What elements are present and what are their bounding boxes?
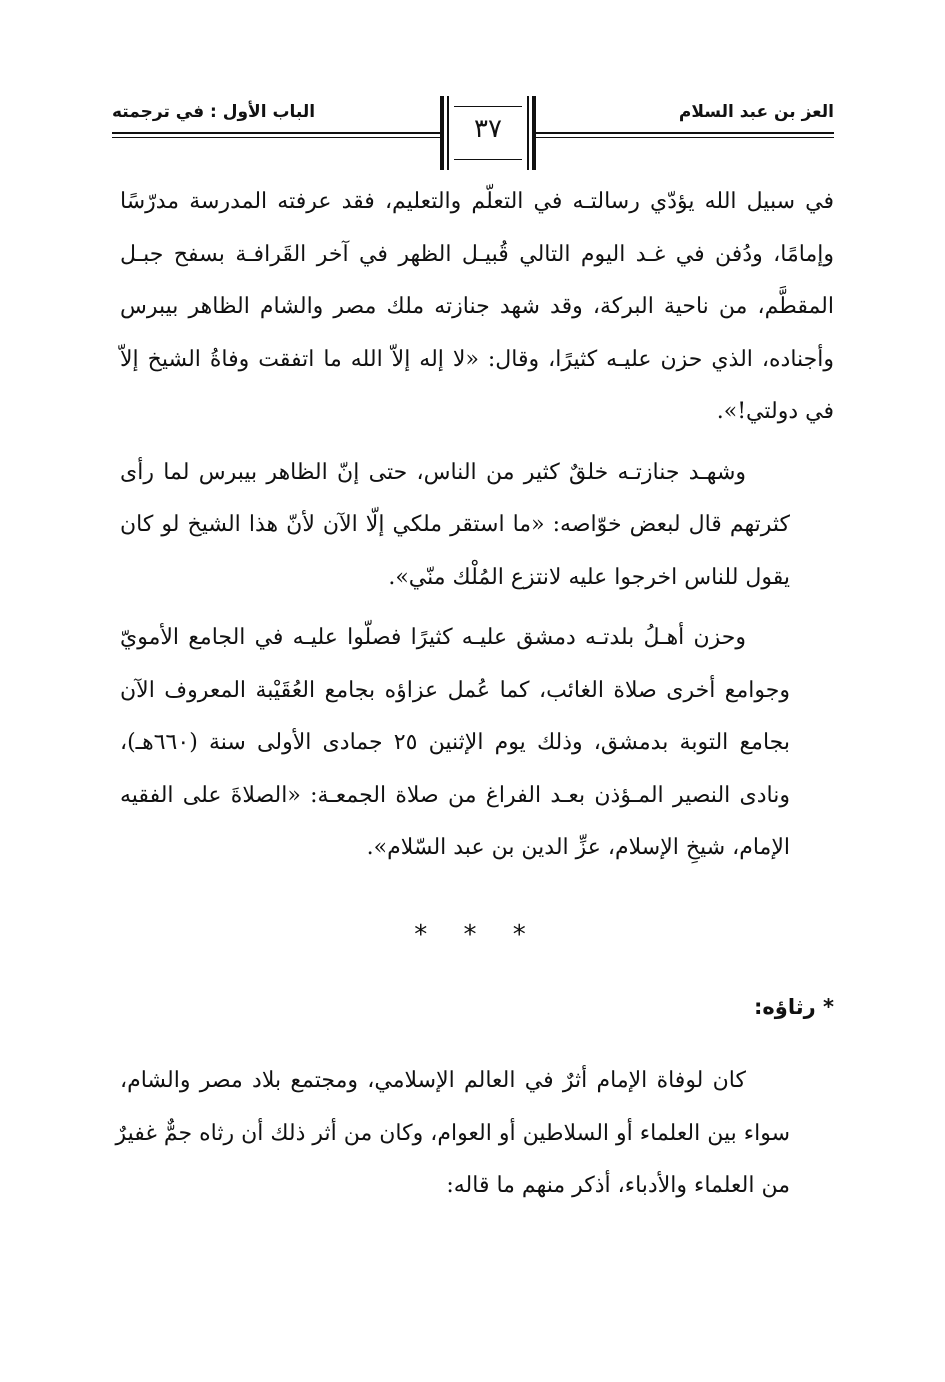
text-line: وإمامًا، ودُفن في غـد اليوم التالي قُبيـل الظهر في آخر القَرافـة بسفح جبـل — [120, 241, 834, 267]
page-number-frame — [440, 96, 536, 170]
text-line: كان لوفاة الإمام أثرٌ في العالم الإسلامي، ومجتمع بلاد مصر والشام، — [120, 1068, 746, 1093]
text-line: في دولتي!». — [716, 399, 834, 424]
paragraph-1 — [120, 176, 834, 439]
paragraph-3 — [120, 612, 834, 875]
text-line: وشهـد جنازتـه خلقٌ كثير من الناس، حتى إنّ الظاهر بيبرس لما رأى — [120, 459, 746, 485]
chapter-title: الباب الأول : في ترجمته — [112, 102, 316, 122]
paragraph-2 — [120, 447, 834, 605]
text-line: بجامع التوبة بدمشق، وذلك يوم الإثنين ٢٥ جمادى الأولى سنة (٦٦٠هـ)، — [120, 730, 790, 755]
section-heading: * رثاؤه: — [753, 995, 834, 1019]
paragraph-4 — [115, 1055, 834, 1213]
text-line: وأجناده، الذي حزن عليـه كثيرًا، وقال: «لا إله إلاّ الله ما اتفقت وفاةُ الشيخ إلاّ — [120, 346, 834, 372]
text-line: وجوامع أخرى صلاة الغائب، كما عُمل عزاؤه بجامع العُقَيْبة المعروف الآن — [120, 677, 790, 703]
running-header — [112, 96, 834, 172]
text-line: الإمام، شيخِ الإسلام، عزِّ الدين بن عبد السّلام». — [366, 835, 790, 860]
text-line: ونادى النصير المـؤذن بعـد الفراغ من صلاة الجمعـة: «الصلاةَ على الفقيه — [120, 782, 790, 808]
text-line: في سبيل الله يؤدّي رسالتـه في التعلّم والتعليم، فقد عرفته المدرسة مدرّسًا — [120, 189, 834, 214]
text-line: كثرتهم قال لبعض خوّاصه: «ما استقر ملكي إلّا الآن لأنّ هذا الشيخ لو كان — [120, 512, 790, 537]
body-text — [115, 176, 834, 1221]
text-line: وحزن أهـلُ بلدتـه دمشق عليـه كثيرًا فصلّوا عليـه في الجامع الأمويّ — [120, 625, 746, 650]
section-separator: * * * — [414, 919, 540, 950]
book-title: العز بن عبد السلام — [678, 102, 834, 122]
text-line: سواء بين العلماء أو السلاطين أو العوام، وكان من أثر ذلك أن رثاه جمٌّ غفيرٌ — [115, 1120, 790, 1146]
text-line: من العلماء والأدباء، أذكر منهم ما قاله: — [446, 1173, 790, 1198]
page-number: ٣٧ — [474, 114, 502, 144]
text-line: يقول للناس اخرجوا عليه لانتزع المُلْك منّي». — [388, 564, 790, 590]
text-line: المقطَّم، من ناحية البركة، وقد شهد جنازته ملك مصر والشام الظاهر بيبرس — [120, 294, 834, 319]
